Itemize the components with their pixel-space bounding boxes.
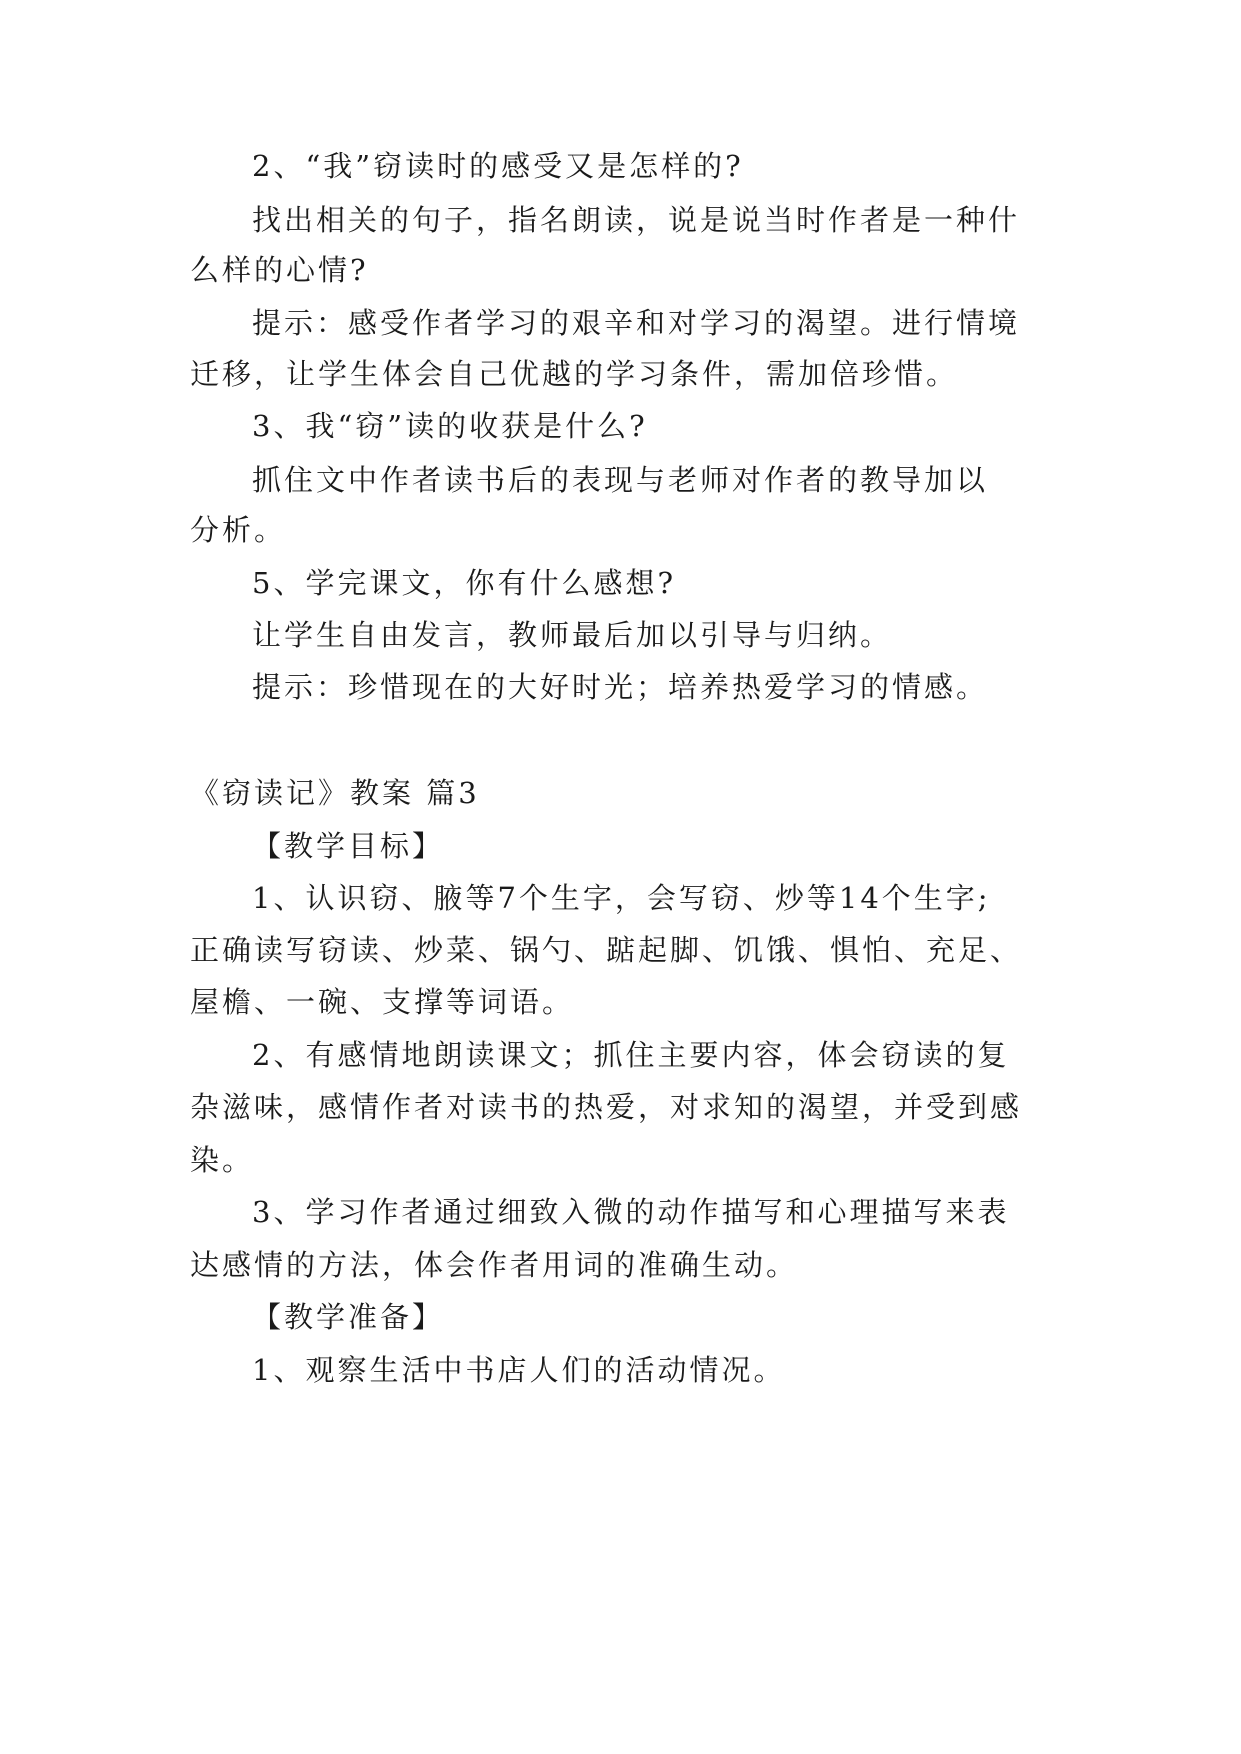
question-5-instruction: 让学生自由发言，教师最后加以引导与归纳。 [252, 618, 893, 652]
question-2-instruction: 找出相关的句子，指名朗读，说是说当时作者是一种什 [252, 203, 1021, 237]
question-2: 2、“我”窃读时的感受又是怎样的? [252, 149, 744, 183]
goal-3-cont: 达感情的方法，体会作者用词的准确生动。 [190, 1248, 799, 1282]
question-3-instruction: 抓住文中作者读书后的表现与老师对作者的教导加以 [252, 463, 989, 497]
goal-2: 2、有感情地朗读课文；抓住主要内容，体会窃读的复 [252, 1038, 1010, 1072]
question-3-instruction-cont: 分析。 [190, 513, 287, 547]
teaching-prep-heading: 【教学准备】 [252, 1300, 445, 1334]
question-2-instruction-cont: 么样的心情? [190, 253, 369, 287]
goal-2-cont-2: 染。 [190, 1143, 255, 1177]
goal-2-cont: 杂滋味，感情作者对读书的热爱，对求知的渴望，并受到感 [190, 1090, 1023, 1124]
goal-1-cont-2: 屋檐、一碗、支撑等词语。 [190, 985, 575, 1019]
question-5: 5、学完课文，你有什么感想? [252, 566, 676, 600]
prep-1: 1、观察生活中书店人们的活动情况。 [252, 1353, 786, 1387]
question-5-hint: 提示：珍惜现在的大好时光；培养热爱学习的情感。 [252, 670, 989, 704]
question-2-hint-cont: 迁移，让学生体会自己优越的学习条件，需加倍珍惜。 [190, 357, 959, 391]
goal-1: 1、认识窃、腋等7个生字，会写窃、炒等14个生字; [252, 881, 991, 915]
goal-1-cont: 正确读写窃读、炒菜、锅勺、踮起脚、饥饿、惧怕、充足、 [190, 933, 1023, 967]
question-2-hint: 提示：感受作者学习的艰辛和对学习的渴望。进行情境 [252, 306, 1021, 340]
teaching-goals-heading: 【教学目标】 [252, 829, 445, 863]
question-3: 3、我“窃”读的收获是什么? [252, 409, 648, 443]
section-title: 《窃读记》教案 篇3 [190, 776, 480, 810]
goal-3: 3、学习作者通过细致入微的动作描写和心理描写来表 [252, 1195, 1010, 1229]
